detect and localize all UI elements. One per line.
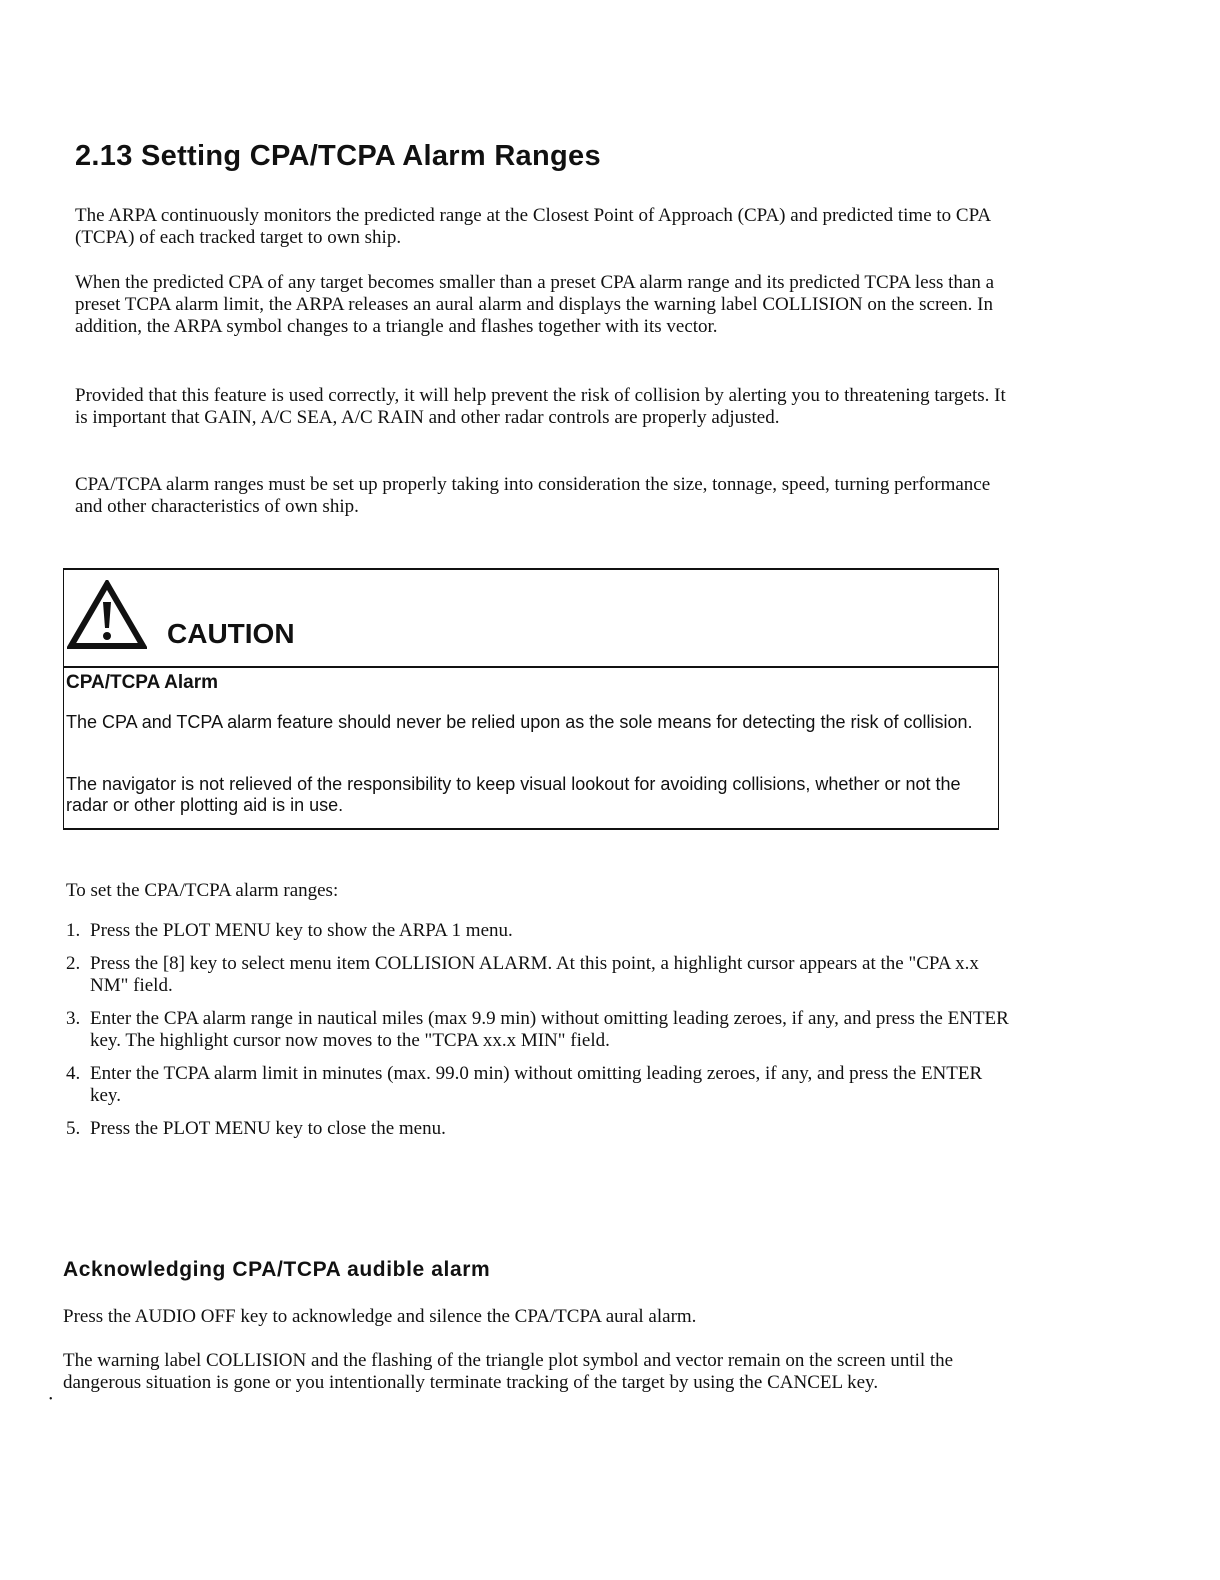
acknowledge-paragraph-audio-off: Press the AUDIO OFF key to acknowledge and silence the CPA/TCPA aural alarm.	[63, 1306, 697, 1327]
caution-heading: CAUTION	[167, 618, 295, 649]
caution-subheading: CPA/TCPA Alarm	[66, 672, 219, 693]
step-number: 4.	[66, 1063, 81, 1084]
step-text: Enter the TCPA alarm limit in minutes (max. 99.0 min) without omitting leading zeroes, if any, and press the ENTER key.	[90, 1063, 983, 1106]
procedure-steps	[66, 920, 1016, 1151]
step-text: Enter the CPA alarm range in nautical miles (max 9.9 min) without omitting leading zeroes, if any, and press the ENTER key. The highlight cursor now moves to the "TCPA xx.x MIN" field.	[90, 1008, 1009, 1051]
scan-mark: •	[49, 1394, 53, 1405]
intro-paragraph-correct-use: Provided that this feature is used correctly, it will help prevent the risk of collision by alerting you to threatening targets. It is important that GAIN, A/C SEA, A/C RAIN and other radar controls are properly adjusted.	[75, 385, 1006, 428]
section-title: 2.13 Setting CPA/TCPA Alarm Ranges	[75, 140, 601, 172]
intro-paragraph-cpa-monitoring: The ARPA continuously monitors the predicted range at the Closest Point of Approach (CPA) and predicted time to CPA (TCPA) of each tracked target to own ship.	[75, 205, 991, 248]
caution-paragraph-lookout: The navigator is not relieved of the responsibility to keep visual lookout for avoiding collisions, whether or not the radar or other plotting aid is in use.	[66, 774, 961, 815]
acknowledge-paragraph-collision-label: The warning label COLLISION and the flashing of the triangle plot symbol and vector remain on the screen until the dangerous situation is gone or you intentionally terminate tracking of the target by using the CANCEL key.	[63, 1350, 954, 1393]
step-number: 5.	[66, 1118, 81, 1139]
intro-paragraph-alarm-behavior: When the predicted CPA of any target becomes smaller than a preset CPA alarm range and its predicted TCPA less than a preset TCPA alarm limit, the ARPA releases an aural alarm and displays the warning label COLLISION on the screen. In addition, the ARPA symbol changes to a triangle and flashes together with its vector.	[75, 272, 995, 337]
acknowledge-title: Acknowledging CPA/TCPA audible alarm	[63, 1258, 491, 1281]
list-item	[66, 920, 1016, 942]
step-text: Press the PLOT MENU key to close the menu.	[90, 1118, 446, 1139]
step-number: 1.	[66, 920, 81, 941]
caution-box	[63, 568, 999, 830]
caution-divider	[64, 666, 998, 668]
step-number: 3.	[66, 1008, 81, 1029]
list-item	[66, 1008, 1016, 1052]
caution-paragraph-sole-means: The CPA and TCPA alarm feature should never be relied upon as the sole means for detecting the risk of collision.	[66, 712, 973, 732]
warning-triangle-icon	[67, 580, 147, 650]
procedure-intro: To set the CPA/TCPA alarm ranges:	[66, 880, 339, 901]
list-item	[66, 1063, 1016, 1107]
step-text: Press the [8] key to select menu item COLLISION ALARM. At this point, a highlight cursor appears at the "CPA x.x NM" field.	[90, 953, 979, 996]
step-text: Press the PLOT MENU key to show the ARPA 1 menu.	[90, 920, 513, 941]
list-item	[66, 1118, 1016, 1140]
step-number: 2.	[66, 953, 81, 974]
intro-paragraph-setup: CPA/TCPA alarm ranges must be set up properly taking into consideration the size, tonnage, speed, turning performance and other characteristics of own ship.	[75, 474, 991, 517]
list-item	[66, 953, 1016, 997]
